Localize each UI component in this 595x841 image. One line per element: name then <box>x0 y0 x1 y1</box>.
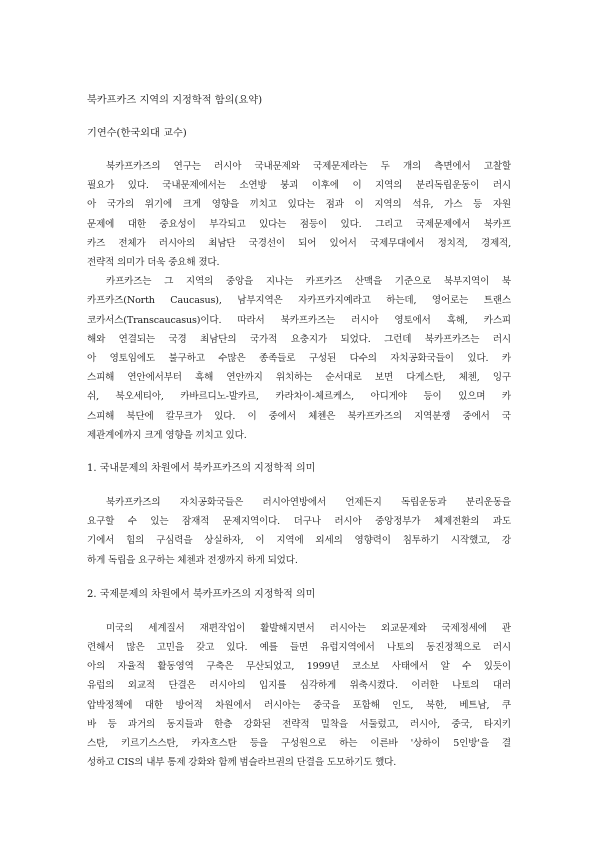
text-line: 필요가 있다. 국내문제에서는 소연방 붕괴 이후에 이 지역의 분리독립운동이 러시 <box>87 180 511 192</box>
paragraph-international <box>87 619 511 773</box>
text-line: 기에서 힘의 구심력을 상실하자, 이 지역에 외세의 영향력이 침투하기 시작했고, 강 <box>87 535 511 547</box>
text-line: 요구할 수 있는 잠재적 문제지역이다. 더구나 러시아 중앙정부가 체제전환의 과도 <box>87 516 511 528</box>
text-line: 압박정책에 대한 방어적 차원에서 러시아는 중국을 포함해 인도, 북한, 베트남, 쿠 <box>87 699 511 711</box>
text-line: 성하고 CIS의 내부 통제 강화와 함께 범슬라브권의 단결을 도모하기도 했다. <box>87 757 397 769</box>
text-line: 미국의 세계질서 재편작업이 활발해지면서 러시아는 외교문제와 국제정세에 관 <box>106 622 511 634</box>
text-line: 바 등 과거의 동지들과 한층 강화된 전략적 밀착을 서둘렀고, 러시아, 중국, 타지키 <box>87 718 511 730</box>
text-line: 카즈 전체가 러시아의 최남단 국경선이 되어 있어서 국제무대에서 정치적, 경제적, <box>87 237 511 249</box>
text-line: 련해서 많은 고민을 갖고 있다. 예를 들면 유럽지역에서 나토의 동진정책으로 러시 <box>87 642 511 654</box>
text-line: 스피해 북단에 칼무크가 있다. 이 중에서 체첸은 북카프카즈의 지역분쟁 중에서 국 <box>87 410 511 422</box>
author-line: 기연수(한국외대 교수) <box>87 128 187 139</box>
text-line: 카프카즈는 그 지역의 중앙을 지나는 카프카즈 산맥을 기준으로 북부지역이 북 <box>106 276 511 288</box>
text-line: 북카프카즈의 연구는 러시아 국내문제와 국제문제라는 두 개의 측면에서 고찰할 <box>106 161 511 172</box>
text-line: 아 영토임에도 불구하고 수많은 종족들로 구성된 다수의 자치공화국들이 있다. 카 <box>87 353 511 365</box>
document-page <box>87 94 511 772</box>
text-line: 스탄, 키르기스스탄, 카자흐스탄 등을 구성원으로 하는 이른바 '상하이 5인방'을 결 <box>87 738 511 750</box>
text-line: 제관계에까지 크게 영향을 끼치고 있다. <box>87 429 247 441</box>
text-line: 유럽의 외교적 단결은 러시아의 입지를 심각하게 위축시켰다. 이러한 나토의 대러 <box>87 680 511 692</box>
text-line: 전략적 의미가 더욱 중요해 졌다. <box>87 257 220 269</box>
section-heading-international: 2. 국제문제의 차원에서 북카프카즈의 지정학적 의미 <box>87 588 316 600</box>
paragraph-intro <box>87 157 511 272</box>
paragraph-caucasus <box>87 272 511 445</box>
text-line: 북카프카즈의 자치공화국들은 러시아연방에서 언제든지 독립운동과 분리운동을 <box>106 497 511 509</box>
text-line: 아의 자율적 활동영역 구축은 무산되었고, 1999년 코소보 사태에서 알 수 있듯이 <box>87 661 511 673</box>
text-line: 스피해 연안에서부터 흑해 연안까지 위치하는 순서대로 보면 다게스탄, 체첸, 잉구 <box>87 372 511 384</box>
text-line: 하게 독립을 요구하는 체첸과 전쟁까지 하게 되었다. <box>87 554 298 566</box>
text-line: 아 국가의 위기에 크게 영향을 끼치고 있다는 점과 이 지역의 석유, 가스 등 자원 <box>87 199 511 211</box>
text-line: 문제에 대한 중요성이 부각되고 있다는 점등이 있다. 그리고 국제문제에서 북카프 <box>87 218 511 230</box>
paragraph-domestic <box>87 493 511 570</box>
document-title: 북카프카즈 지역의 지정학적 함의(요약) <box>87 95 263 106</box>
section-heading-domestic: 1. 국내문제의 차원에서 북카프카즈의 지정학적 의미 <box>87 463 316 475</box>
text-line: 코카서스(Transcaucasus)이다. 따라서 북카프카즈는 러시아 영토에서 흑해, 카스피 <box>87 314 511 326</box>
text-line: 쉬, 북오세티아, 카바르디노-발카르, 카라차이-체르케스, 아디게야 등이 있으며 카 <box>87 391 511 403</box>
text-line: 해와 연결되는 국경 최남단의 국가적 요충지가 되었다. 그런데 북카프카즈는 러시 <box>87 333 511 345</box>
text-line: 카프카즈(North Caucasus), 남부지역은 자카프카지예라고 하는데, 영어로는 트랜스 <box>87 295 511 307</box>
